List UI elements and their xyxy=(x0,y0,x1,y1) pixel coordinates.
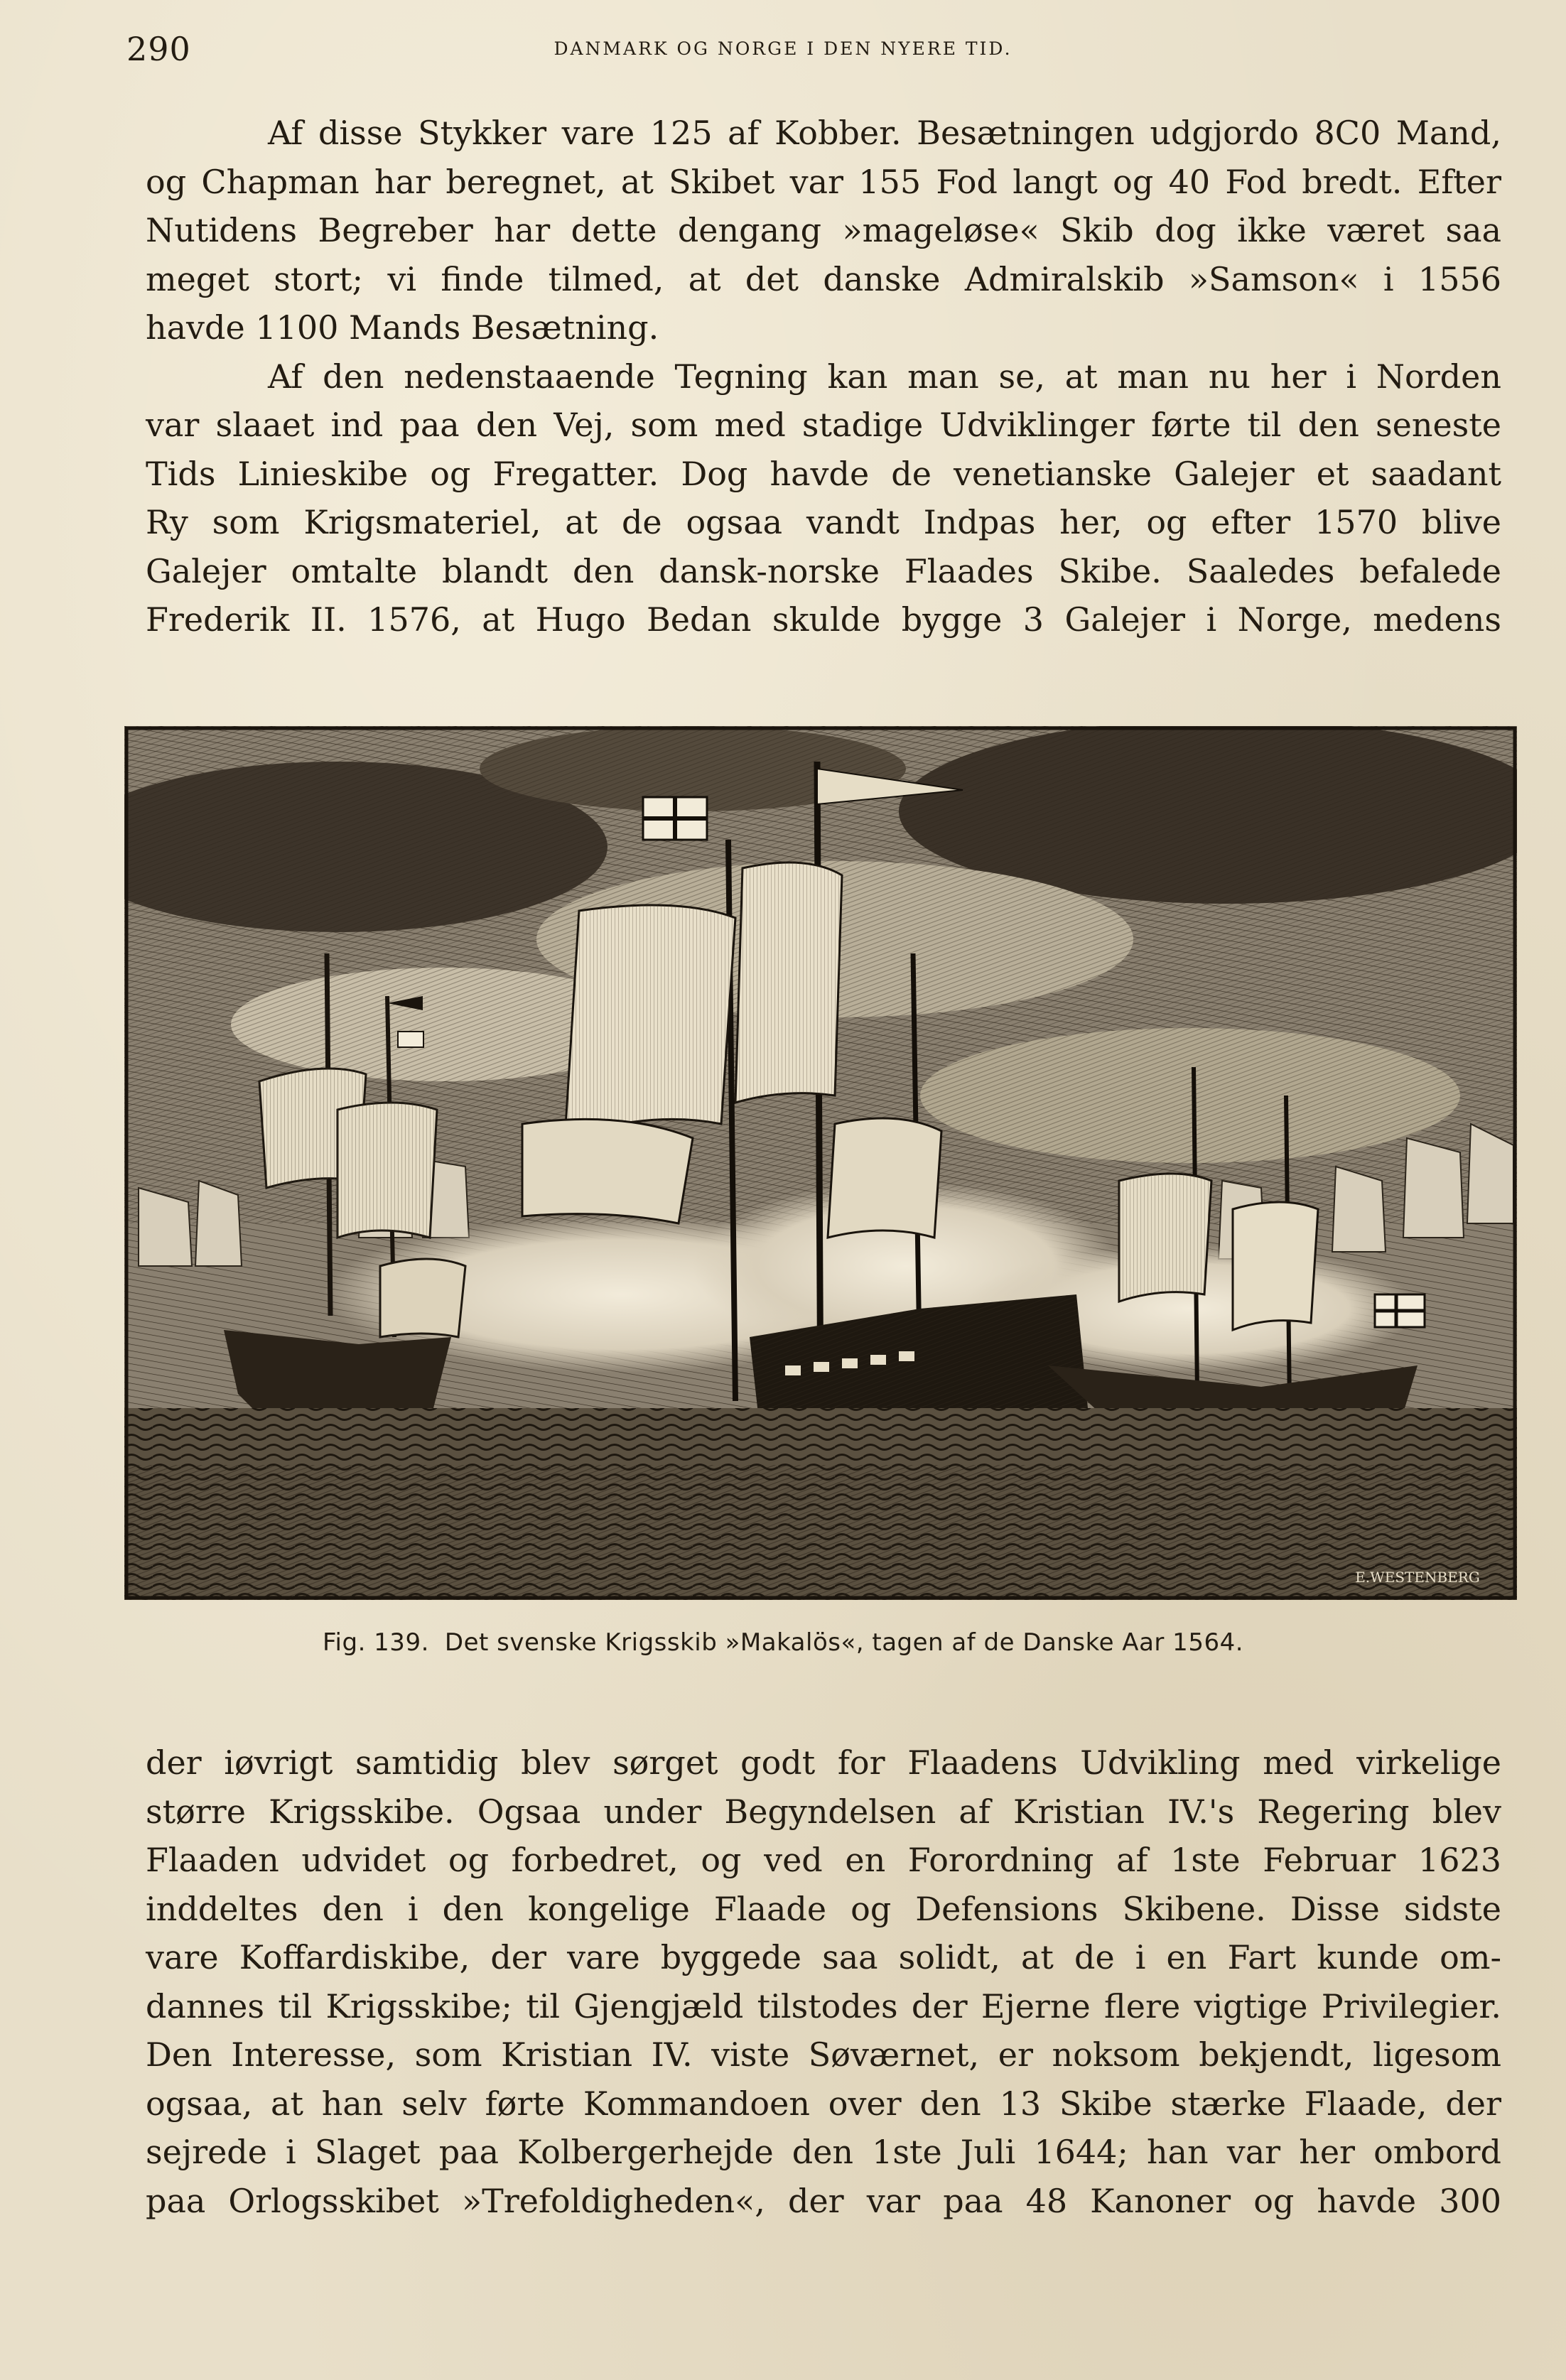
text-line: Galejer omtalte blandt den dansk-norske Flaades Skibe. Saaledes befalede xyxy=(146,551,1501,590)
text-line: Af den nedenstaaende Tegning kan man se, at man nu her i Norden xyxy=(268,357,1501,396)
caption-text: Det svenske Krigsskib »Makalös«, tagen af de Danske Aar 1564. xyxy=(444,1628,1244,1657)
text-line: der iøvrigt samtidig blev sørget godt for Flaadens Udvikling med virkelige xyxy=(146,1743,1501,1782)
text-line: og Chapman har beregnet, at Skibet var 155 Fod langt og 40 Fod bredt. Efter xyxy=(146,162,1501,201)
running-title: DANMARK OG NORGE I DEN NYERE TID. xyxy=(554,38,1012,59)
rough-sea xyxy=(124,1408,1517,1600)
text-line: Nutidens Begreber har dette dengang »mageløse« Skib dog ikke været saa xyxy=(146,211,1501,249)
paragraph-1 xyxy=(146,109,1501,352)
engraving-figure xyxy=(124,726,1517,1600)
text-line: Tids Linieskibe og Fregatter. Dog havde de venetianske Galejer et saadant xyxy=(146,454,1501,493)
text-line: Frederik II. 1576, at Hugo Bedan skulde bygge 3 Galejer i Norge, medens xyxy=(146,600,1501,639)
figure-caption xyxy=(0,1628,1566,1657)
top-text-block xyxy=(146,109,1501,644)
text-line: Den Interesse, som Kristian IV. viste Søværnet, er noksom bekjendt, ligesom xyxy=(146,2035,1501,2074)
text-line: ogsaa, at han selv førte Kommandoen over den 13 Skibe stærke Flaade, der xyxy=(146,2084,1501,2123)
paragraph-2 xyxy=(146,352,1501,644)
bottom-text-block xyxy=(146,1738,1501,2225)
text-line: Af disse Stykker vare 125 af Kobber. Besætningen udgjordo 8C0 Mand, xyxy=(268,114,1501,152)
text-line: større Krigsskibe. Ogsaa under Begyndelsen af Kristian IV.'s Regering blev xyxy=(146,1792,1501,1831)
paragraph-3 xyxy=(146,1738,1501,2225)
engraver-signature: E.WESTENBERG xyxy=(1355,1569,1480,1586)
text-line: Flaaden udvidet og forbedret, og ved en Forordning af 1ste Februar 1623 xyxy=(146,1841,1501,1879)
text-line: meget stort; vi finde tilmed, at det danske Admiralskib »Samson« i 1556 xyxy=(146,259,1501,298)
page-number: 290 xyxy=(126,30,191,68)
text-line: paa Orlogsskibet »Trefoldigheden«, der var paa 48 Kanoner og havde 300 xyxy=(146,2181,1501,2220)
ship-battle-engraving xyxy=(124,726,1517,1600)
text-line: dannes til Krigsskibe; til Gjengjæld tilstodes der Ejerne flere vigtige Privilegier. xyxy=(146,1986,1501,2025)
text-line: sejrede i Slaget paa Kolbergerhejde den 1ste Juli 1644; han var her ombord xyxy=(146,2133,1501,2171)
text-line: vare Koffardiskibe, der vare byggede saa solidt, at de i en Fart kunde om- xyxy=(146,1938,1501,1976)
text-line: var slaaet ind paa den Vej, som med stadige Udviklinger førte til den seneste xyxy=(146,406,1501,444)
text-line: Ry som Krigsmateriel, at de ogsaa vandt Indpas her, og efter 1570 blive xyxy=(146,503,1501,541)
text-line: havde 1100 Mands Besætning. xyxy=(146,308,659,347)
figure-number: Fig. 139. xyxy=(322,1628,429,1657)
text-line: inddeltes den i den kongelige Flaade og Defensions Skibene. Disse sidste xyxy=(146,1889,1501,1928)
